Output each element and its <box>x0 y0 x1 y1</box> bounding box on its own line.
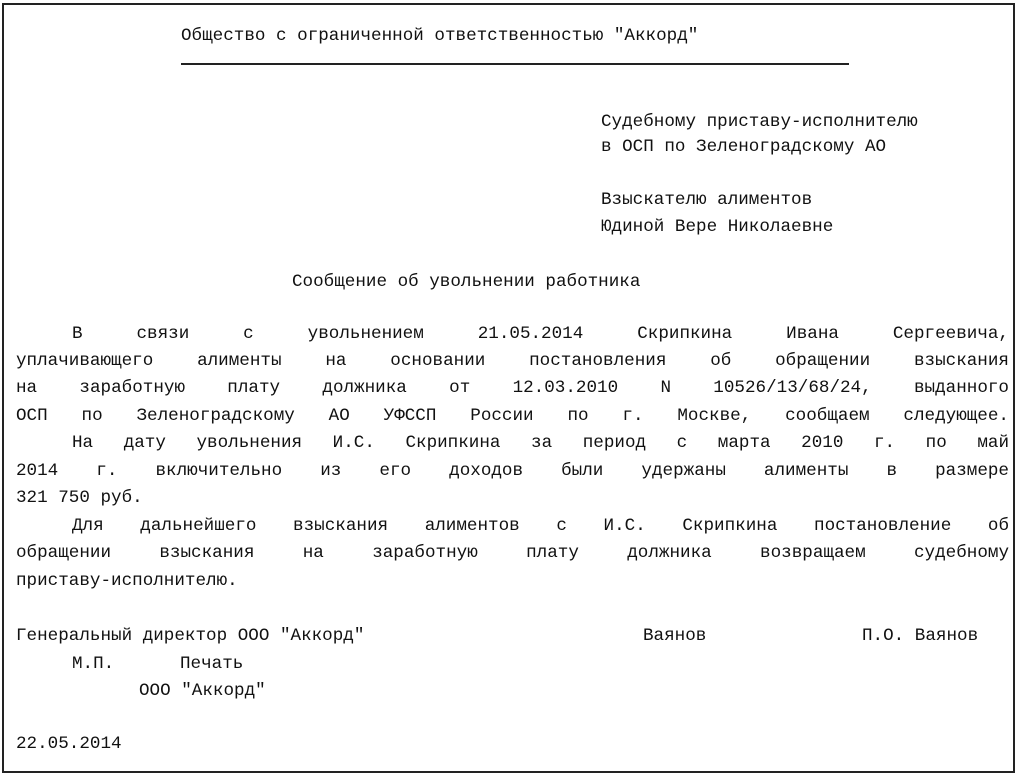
document-title: Сообщение об увольнении работника <box>292 272 641 292</box>
signature: Ваянов <box>643 626 707 646</box>
organization-name: Общество с ограниченной ответственностью "Аккорд" <box>181 26 699 46</box>
recipient-line-1: Взыскателю алиментов <box>601 190 813 210</box>
organization-underline <box>181 63 849 65</box>
paragraph-1-line-2: уплачивающего алименты на основании постановления об обращении взыскания <box>16 351 1009 371</box>
addressee-line-1: Судебному приставу-исполнителю <box>601 112 918 132</box>
paragraph-3-line-2: обращении взыскания на заработную плату должника возвращаем судебному <box>16 543 1009 563</box>
paragraph-1-line-4: ОСП по Зеленоградскому АО УФССП России по г. Москве, сообщаем следующее. <box>16 406 1009 426</box>
paragraph-3-line-3: приставу-исполнителю. <box>16 571 238 591</box>
document-page <box>2 3 1015 773</box>
paragraph-2-line-3: 321 750 руб. <box>16 488 143 508</box>
recipient-line-2: Юдиной Вере Николаевне <box>601 217 834 237</box>
signatory-position: Генеральный директор ООО "Аккорд" <box>16 626 365 646</box>
seal-organization: ООО "Аккорд" <box>139 681 266 701</box>
seal-word: Печать <box>180 654 244 674</box>
seal-label: М.П. <box>72 654 115 674</box>
document-date: 22.05.2014 <box>16 734 122 754</box>
paragraph-2-line-1: На дату увольнения И.С. Скрипкина за период с марта 2010 г. по май <box>72 433 1009 453</box>
paragraph-1-line-1: В связи с увольнением 21.05.2014 Скрипкина Ивана Сергеевича, <box>72 324 1009 344</box>
signatory-full-name: П.О. Ваянов <box>862 626 979 646</box>
paragraph-2-line-2: 2014 г. включительно из его доходов были удержаны алименты в размере <box>16 461 1009 481</box>
paragraph-1-line-3: на заработную плату должника от 12.03.2010 N 10526/13/68/24, выданного <box>16 378 1009 398</box>
addressee-line-2: в ОСП по Зеленоградскому АО <box>601 137 887 157</box>
paragraph-3-line-1: Для дальнейшего взыскания алиментов с И.С. Скрипкина постановление об <box>72 516 1009 536</box>
